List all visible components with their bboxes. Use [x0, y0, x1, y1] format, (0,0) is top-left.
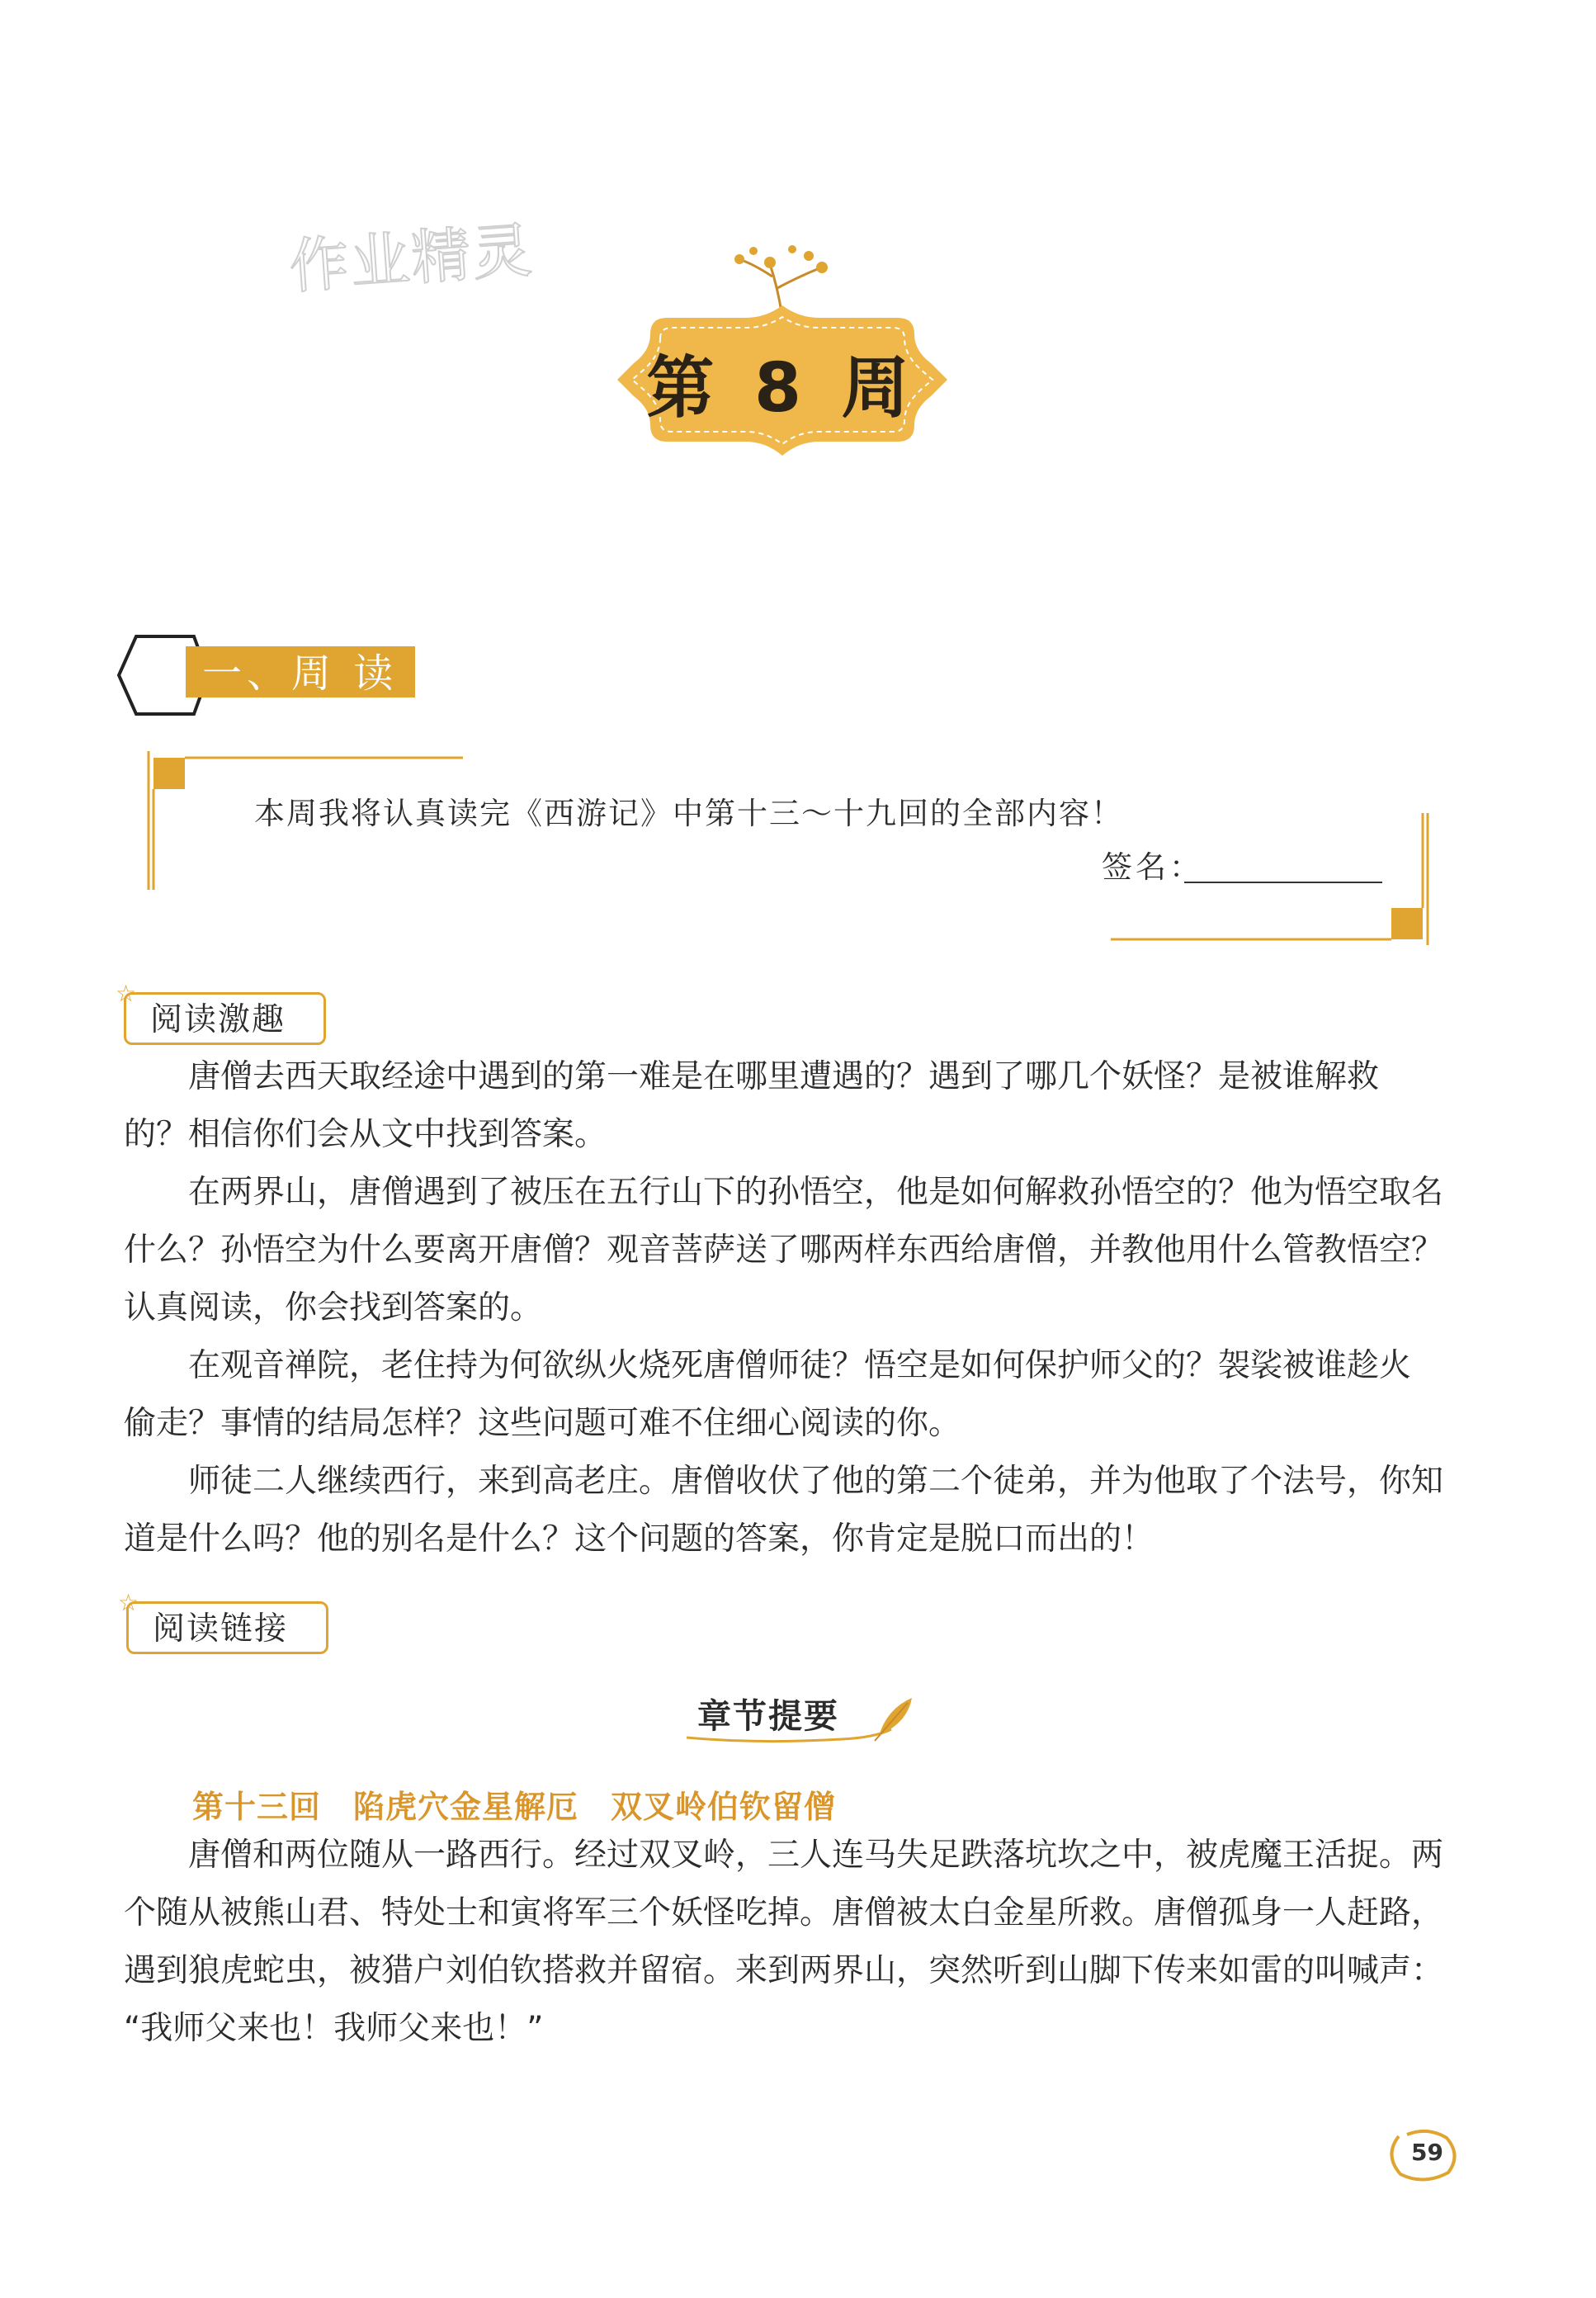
reading-interest-paragraph-2: [124, 1164, 1469, 1337]
section-title: 一、周 读: [202, 650, 399, 697]
reading-link-header: [118, 1591, 333, 1656]
pledge-frame: [147, 751, 1430, 945]
chapter-summary-paragraph: [124, 1827, 1469, 2058]
signature-label: 签名：: [1102, 849, 1203, 885]
chapter-summary-label: 章节提要: [697, 1696, 839, 1736]
text-line: 师徒二人继续西行，来到高老庄。唐僧收伏了他的第二个徒弟，并为他取了个法号，你知: [188, 1463, 1444, 1500]
feather-icon: [875, 1698, 912, 1741]
watermark: 作业精灵: [286, 215, 536, 302]
reading-interest-paragraph-4: [124, 1453, 1469, 1568]
text-line: 在观音禅院，老住持为何欲纵火烧死唐僧师徒？悟空是如何保护师父的？袈裟被谁趁火: [188, 1347, 1412, 1384]
text-line: 唐僧去西天取经途中遇到的第一难是在哪里遭遇的？遇到了哪几个妖怪？是被谁解救: [188, 1058, 1380, 1095]
reading-interest-header: [116, 982, 330, 1047]
week-title: 第 8 周: [646, 349, 918, 428]
text-line: 的？相信你们会从文中找到答案。: [124, 1116, 607, 1153]
reading-link-label: 阅读链接: [153, 1610, 289, 1648]
text-line: 在两界山，唐僧遇到了被压在五行山下的孙悟空，他是如何解救孙悟空的？他为悟空取名: [188, 1174, 1444, 1211]
signature-line[interactable]: [1184, 882, 1382, 883]
reading-interest-label: 阅读激趣: [150, 1001, 286, 1038]
star-icon: ☆: [116, 980, 137, 1007]
text-line: 认真阅读，你会找到答案的。: [124, 1289, 543, 1326]
text-line: 什么？孙悟空为什么要离开唐僧？观音菩萨送了哪两样东西给唐僧，并教他用什么管教悟空？: [124, 1232, 1444, 1269]
text-line: 偷走？事情的结局怎样？这些问题可难不住细心阅读的你。: [124, 1405, 961, 1442]
pledge-text: 本周我将认真读完《西游记》中第十三～十九回的全部内容！: [254, 796, 1123, 831]
reading-interest-paragraph-1: [124, 1048, 1469, 1164]
text-line: 遇到狼虎蛇虫，被猎户刘伯钦搭救并留宿。来到两界山，突然听到山脚下传来如雷的叫喊声：: [124, 1952, 1444, 1989]
page-number: 59: [1411, 2139, 1443, 2166]
star-icon: ☆: [118, 1589, 139, 1616]
text-line: 道是什么吗？他的别名是什么？这个问题的答案，你肯定是脱口而出的！: [124, 1520, 1155, 1558]
text-line: 唐僧和两位随从一路西行。经过双叉岭，三人连马失足跌落坑坎之中，被虎魔王活捉。两: [188, 1837, 1444, 1874]
chapter-title: 第十三回 陷虎穴金星解厄 双叉岭伯钦留僧: [192, 1789, 837, 1825]
text-line: 个随从被熊山君、特处士和寅将军三个妖怪吃掉。唐僧被太白金星所救。唐僧孤身一人赶路，: [124, 1894, 1444, 1932]
reading-interest-paragraph-3: [124, 1337, 1469, 1453]
text-line: “我师父来也！我师父来也！”: [124, 2010, 544, 2047]
